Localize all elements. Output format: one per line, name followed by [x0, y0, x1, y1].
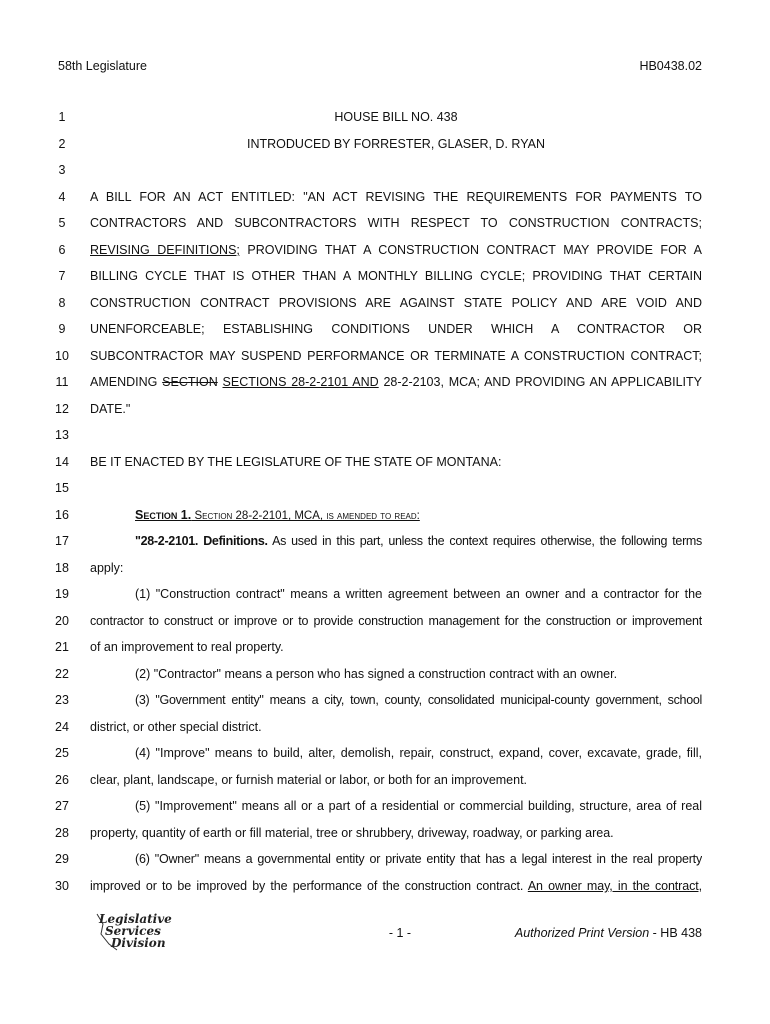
- version-bill: - HB 438: [649, 926, 702, 940]
- bill-sponsors: INTRODUCED BY FORRESTER, GLASER, D. RYAN: [247, 137, 545, 151]
- bill-text-line: SUBCONTRACTOR MAY SUSPEND PERFORMANCE OR TERMINATE A CONSTRUCTION CONTRACT;: [90, 349, 702, 363]
- bill-text-line: CONSTRUCTION CONTRACT PROVISIONS ARE AGAINST STATE POLICY AND ARE VOID AND: [90, 296, 702, 310]
- line-number: 15: [55, 481, 69, 495]
- bill-id: HB0438.02: [639, 59, 702, 73]
- bill-text-line: A BILL FOR AN ACT ENTITLED: "AN ACT REVISING THE REQUIREMENTS FOR PAYMENTS TO: [90, 190, 702, 204]
- line-number: 9: [58, 322, 66, 336]
- blank-line: [90, 428, 702, 442]
- line-number: 4: [58, 190, 66, 204]
- section-caption: Section 28-2-2101, MCA, is amended to read:: [191, 510, 420, 522]
- logo-line: Division: [111, 936, 166, 950]
- bill-text-line: [90, 534, 702, 548]
- bill-text-line: [90, 879, 702, 893]
- bill-text-line: [90, 243, 702, 257]
- bill-text-line: district, or other special district.: [90, 720, 262, 734]
- line-number: 24: [55, 720, 69, 734]
- version-label: Authorized Print Version: [514, 926, 650, 940]
- bill-text-line: UNENFORCEABLE; ESTABLISHING CONDITIONS UNDER WHICH A CONTRACTOR OR: [90, 322, 702, 336]
- definition-heading: "28-2-2101. Definitions.: [135, 534, 268, 548]
- bill-text-line: contractor to construct or improve or to provide construction management for the construction or improvement: [90, 614, 702, 628]
- inserted-text: SECTIONS 28-2-2101 AND: [222, 375, 379, 389]
- line-number: 27: [55, 799, 69, 813]
- enacting-clause: BE IT ENACTED BY THE LEGISLATURE OF THE STATE OF MONTANA:: [90, 455, 502, 469]
- line-number: 14: [55, 455, 69, 469]
- logo-line: Legislative: [99, 912, 172, 926]
- line-text: 28-2-2103, MCA; AND PROVIDING AN APPLICABILITY: [378, 375, 702, 389]
- line-text: improved or to be improved by the performance of the construction contract.: [90, 879, 524, 893]
- bill-text-line: BILLING CYCLE THAT IS OTHER THAN A MONTHLY BILLING CYCLE; PROVIDING THAT CERTAIN: [90, 269, 702, 283]
- line-number: 29: [55, 852, 69, 866]
- bill-title: HOUSE BILL NO. 438: [334, 110, 458, 124]
- line-number: 10: [55, 349, 69, 363]
- bill-text-line: CONTRACTORS AND SUBCONTRACTORS WITH RESPECT TO CONSTRUCTION CONTRACTS;: [90, 216, 702, 230]
- bill-text-line: property, quantity of earth or fill material, tree or shrubbery, driveway, roadway, or parking area.: [90, 826, 614, 840]
- bill-text-line: (4) "Improve" means to build, alter, demolish, repair, construct, expand, cover, excavate, grade, fill,: [135, 746, 702, 760]
- blank-line: [90, 481, 702, 495]
- line-number: 5: [58, 216, 66, 230]
- line-number: 12: [55, 402, 69, 416]
- line-number: 23: [55, 693, 69, 707]
- line-number: 16: [55, 508, 69, 522]
- line-number: 28: [55, 826, 69, 840]
- line-number: 3: [58, 163, 66, 177]
- bill-text-line: (1) "Construction contract" means a written agreement between an owner and a contractor for the: [135, 587, 702, 601]
- logo-line: Services: [105, 924, 161, 938]
- line-text: AMENDING: [90, 375, 163, 389]
- section-heading: [90, 508, 702, 522]
- line-number: 21: [55, 640, 69, 654]
- bill-text-line: (5) "Improvement" means all or a part of a residential or commercial building, structure, area of real: [135, 799, 702, 813]
- bill-text-line: [90, 375, 702, 389]
- line-number: 30: [55, 879, 69, 893]
- page-number: - 1 -: [388, 926, 412, 940]
- inserted-text: REVISING DEFINITIONS;: [90, 243, 240, 257]
- line-number: 18: [55, 561, 69, 575]
- line-number: 6: [58, 243, 66, 257]
- line-number: 7: [58, 269, 66, 283]
- stricken-text: SECTION: [162, 375, 218, 389]
- line-number: 11: [55, 375, 69, 389]
- line-text: As used in this part, unless the context requires otherwise, the following terms: [267, 534, 702, 548]
- inserted-text: An owner may, in the contract,: [527, 879, 702, 893]
- line-number: 26: [55, 773, 69, 787]
- line-number: 20: [55, 614, 69, 628]
- print-version: [515, 926, 702, 940]
- line-number: 19: [55, 587, 69, 601]
- legislative-services-logo: [95, 910, 185, 954]
- line-number: 8: [58, 296, 66, 310]
- bill-text-line: (6) "Owner" means a governmental entity or private entity that has a legal interest in the real property: [135, 852, 702, 866]
- line-number: 2: [58, 137, 66, 151]
- line-number: 17: [55, 534, 69, 548]
- bill-text-line: (2) "Contractor" means a person who has signed a construction contract with an owner.: [135, 667, 618, 681]
- bill-text-line: (3) "Government entity" means a city, town, county, consolidated municipal-county government, school: [135, 693, 702, 707]
- bill-text-line: clear, plant, landscape, or furnish material or labor, or both for an improvement.: [90, 773, 528, 787]
- blank-line: [90, 163, 702, 177]
- bill-text-line: of an improvement to real property.: [90, 640, 284, 654]
- line-text: PROVIDING THAT A CONSTRUCTION CONTRACT MAY PROVIDE FOR A: [239, 243, 702, 257]
- bill-text-line: apply:: [90, 561, 124, 575]
- bill-text-line: DATE.": [90, 402, 131, 416]
- line-number: 1: [58, 110, 66, 124]
- line-number: 13: [55, 428, 69, 442]
- line-number: 22: [55, 667, 69, 681]
- legislature-label: 58th Legislature: [58, 59, 147, 73]
- section-number: Section 1.: [135, 508, 192, 522]
- line-number: 25: [55, 746, 69, 760]
